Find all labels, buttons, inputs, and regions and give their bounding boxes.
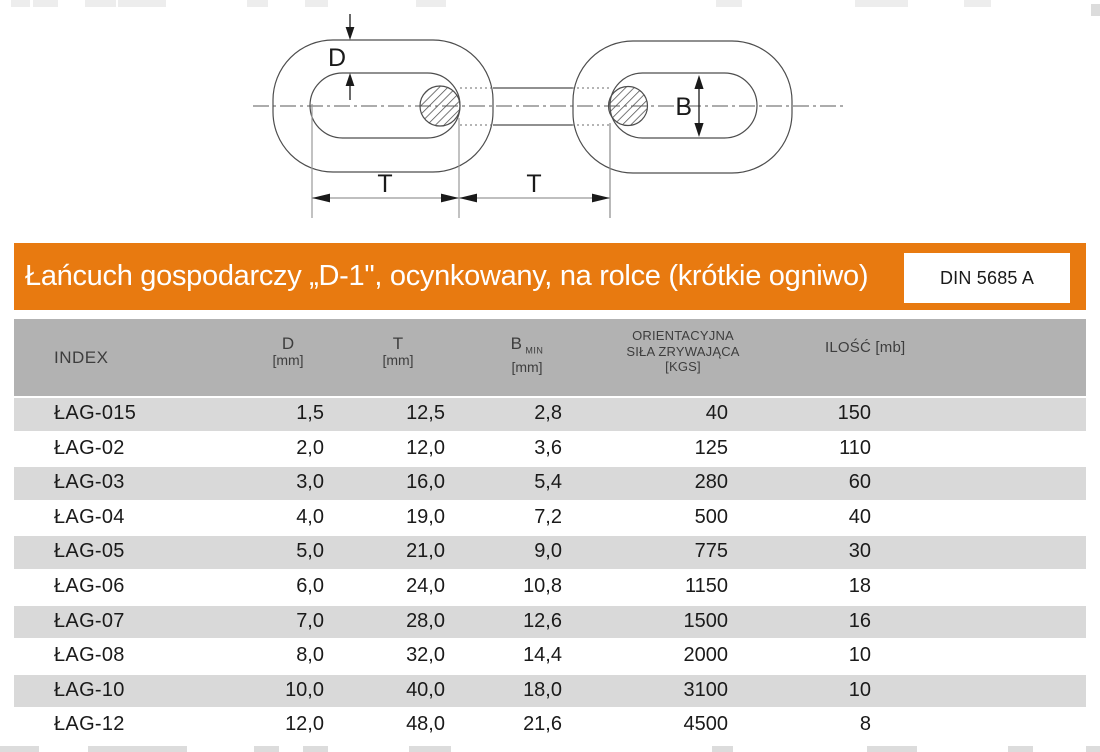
cell-breaking-force: 1500 (683, 609, 728, 632)
cell-t-mm: 12,0 (406, 436, 445, 459)
cell-breaking-force: 1150 (684, 574, 728, 597)
cell-d-mm: 12,0 (285, 713, 324, 736)
cell-d-mm: 3,0 (296, 471, 324, 494)
cell-quantity-mb: 30 (848, 540, 871, 563)
cell-quantity-mb: 8 (859, 713, 871, 736)
cell-index: ŁAG-12 (54, 713, 125, 736)
cell-quantity-mb: 40 (848, 505, 871, 528)
table-header (14, 319, 1086, 396)
dimension-d (328, 14, 354, 100)
cell-index: ŁAG-05 (54, 540, 125, 563)
cell-breaking-force: 500 (694, 505, 728, 528)
table-row (14, 536, 1086, 571)
page-edge-artifact (254, 746, 279, 752)
cell-breaking-force: 280 (694, 471, 728, 494)
cell-t-mm: 48,0 (406, 713, 445, 736)
cell-breaking-force: 40 (705, 402, 728, 424)
cell-quantity-mb: 18 (848, 574, 871, 597)
table-row (14, 606, 1086, 641)
cell-breaking-force: 775 (694, 540, 728, 563)
product-title-bar (14, 243, 1086, 310)
page-edge-artifact (712, 746, 733, 752)
dimension-t1-label: T (377, 170, 393, 198)
table-row (14, 502, 1086, 537)
cell-b-min-mm: 5,4 (534, 471, 562, 494)
column-header-index: INDEX (54, 348, 109, 367)
cell-d-mm: 10,0 (285, 678, 324, 701)
cell-t-mm: 12,5 (406, 402, 445, 424)
cell-breaking-force: 125 (694, 436, 728, 459)
page-edge-artifact (303, 746, 328, 752)
table-row (14, 571, 1086, 606)
cell-quantity-mb: 10 (848, 644, 871, 667)
cell-d-mm: 7,0 (296, 609, 324, 632)
cell-b-min-mm: 12,6 (523, 609, 562, 632)
cell-index: ŁAG-10 (54, 678, 125, 701)
page-edge-artifact (409, 746, 451, 752)
din-standard-label: DIN 5685 A (939, 267, 1035, 288)
cell-index: ŁAG-06 (54, 574, 125, 597)
table-row (14, 398, 1086, 433)
dimension-b-label: B (675, 93, 692, 121)
column-header-breaking-force: ORIENTACYJNA SIŁA ZRYWAJĄCA [KGS] (626, 328, 740, 374)
cell-t-mm: 24,0 (406, 574, 445, 597)
cell-b-min-mm: 9,0 (534, 540, 562, 563)
page-edge-artifact (1086, 746, 1100, 752)
table-row (14, 467, 1086, 502)
page-edge-artifact (1008, 746, 1033, 752)
wire-cross-section (609, 87, 648, 126)
cell-quantity-mb: 60 (848, 471, 871, 494)
cell-b-min-mm: 21,6 (523, 713, 562, 736)
cell-b-min-mm: 14,4 (523, 644, 562, 667)
cell-index: ŁAG-015 (54, 402, 137, 424)
cell-index: ŁAG-03 (54, 471, 125, 494)
cell-d-mm: 2,0 (296, 436, 324, 459)
table-row (14, 640, 1086, 675)
cell-b-min-mm: 10,8 (523, 574, 562, 597)
din-standard-box (904, 253, 1070, 303)
cell-b-min-mm: 18,0 (523, 678, 562, 701)
chain-link-drawing (0, 0, 1100, 240)
cell-d-mm: 8,0 (296, 644, 324, 667)
table-row (14, 709, 1086, 744)
cell-b-min-mm: 3,6 (534, 436, 562, 459)
cell-quantity-mb: 16 (848, 609, 871, 632)
table-row (14, 433, 1086, 468)
column-header-quantity: ILOŚĆ [mb] (825, 339, 906, 356)
cell-index: ŁAG-02 (54, 436, 125, 459)
cell-b-min-mm: 7,2 (534, 505, 562, 528)
cell-quantity-mb: 150 (837, 402, 871, 424)
dimension-t2-label: T (526, 170, 542, 198)
cell-t-mm: 19,0 (406, 505, 445, 528)
cell-breaking-force: 3100 (683, 678, 728, 701)
page-edge-artifact (88, 746, 187, 752)
cell-t-mm: 21,0 (406, 540, 445, 563)
column-header-t: T [mm] (382, 334, 414, 368)
table-row (14, 675, 1086, 710)
dimension-d-label: D (327, 44, 346, 72)
cell-t-mm: 28,0 (406, 609, 445, 632)
cell-quantity-mb: 10 (848, 678, 871, 701)
cell-d-mm: 6,0 (296, 574, 324, 597)
cell-d-mm: 1,5 (296, 402, 324, 424)
dimension-b (675, 75, 703, 137)
wire-cross-section (420, 86, 460, 126)
cell-breaking-force: 4500 (683, 713, 728, 736)
cell-breaking-force: 2000 (683, 644, 728, 667)
cell-index: ŁAG-04 (54, 505, 125, 528)
cell-d-mm: 4,0 (296, 505, 324, 528)
cell-t-mm: 40,0 (406, 678, 445, 701)
cell-t-mm: 16,0 (406, 471, 445, 494)
cell-index: ŁAG-07 (54, 609, 125, 632)
page-edge-artifact (867, 746, 917, 752)
column-header-b-min: B $_{MIN}$ [mm] (510, 334, 544, 376)
table-body (14, 398, 1086, 744)
cell-b-min-mm: 2,8 (534, 402, 562, 424)
product-title: Łańcuch gospodarczy „D-1", ocynkowany, na rolce (krótkie ogniwo) (25, 260, 869, 292)
column-header-d: D [mm] (272, 334, 304, 368)
cell-quantity-mb: 110 (839, 436, 871, 459)
page-edge-artifact (0, 746, 39, 752)
cell-d-mm: 5,0 (296, 540, 324, 563)
cell-index: ŁAG-08 (54, 644, 125, 667)
cell-t-mm: 32,0 (406, 644, 445, 667)
dimension-t (312, 104, 610, 218)
